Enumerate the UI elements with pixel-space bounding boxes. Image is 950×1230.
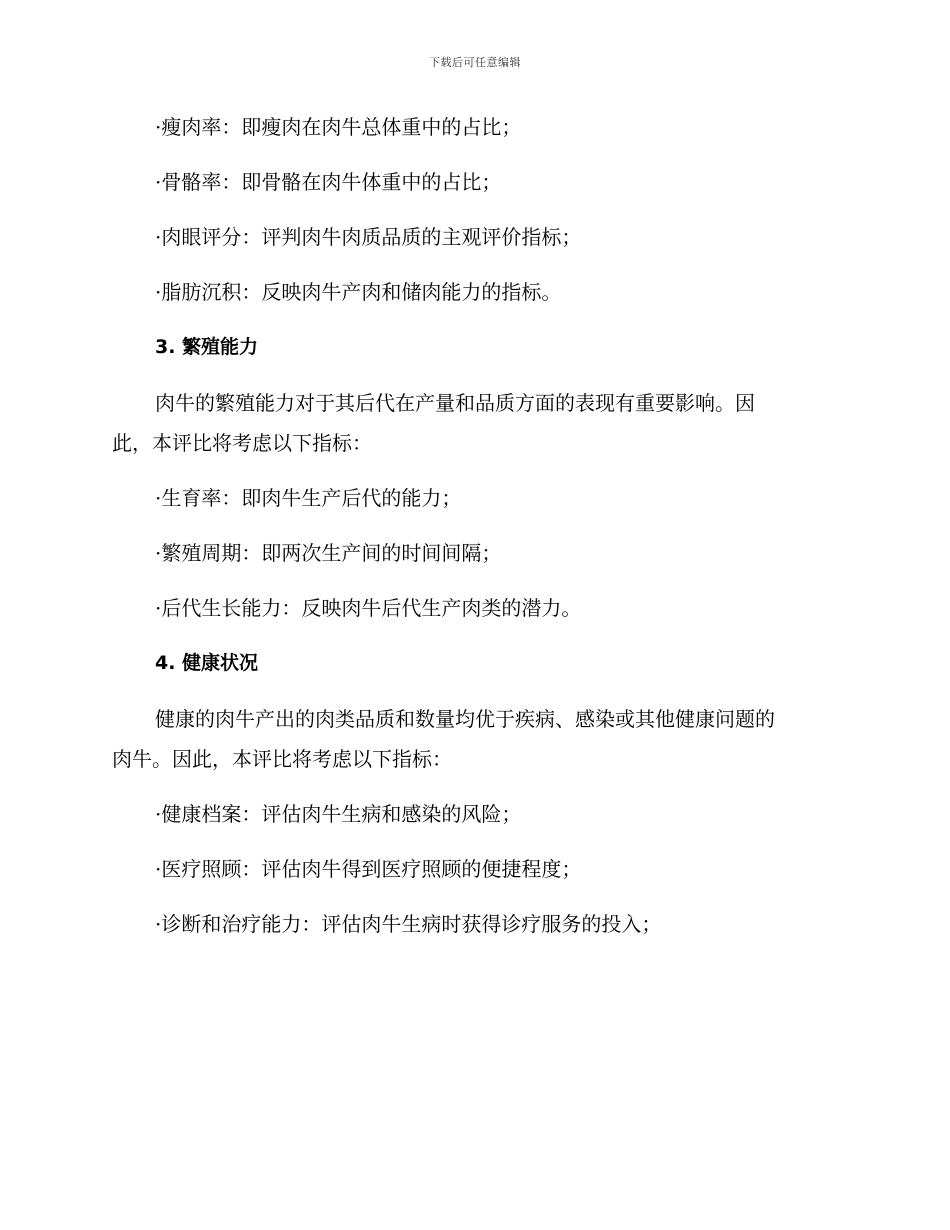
bullet-fertility-rate: ·生育率：即肉牛生产后代的能力； — [155, 486, 462, 510]
reproduction-paragraph-line-1: 肉牛的繁殖能力对于其后代在产量和品质方面的表现有重要影响。因 — [155, 391, 755, 415]
bullet-health-records: ·健康档案：评估肉牛生病和感染的风险； — [155, 802, 522, 826]
bullet-lean-meat-rate: ·瘦肉率：即瘦肉在肉牛总体重中的占比； — [155, 115, 522, 139]
health-paragraph-line-1: 健康的肉牛产出的肉类品质和数量均优于疾病、感染或其他健康问题的 — [155, 707, 775, 731]
bullet-breeding-cycle: ·繁殖周期：即两次生产间的时间间隔； — [155, 541, 502, 565]
section-heading-reproduction: 3. 繁殖能力 — [155, 336, 259, 358]
bullet-fat-deposition: ·脂肪沉积：反映肉牛产肉和储肉能力的指标。 — [155, 280, 562, 304]
bullet-medical-care: ·医疗照顾：评估肉牛得到医疗照顾的便捷程度； — [155, 857, 582, 881]
page-header-note: 下载后可任意编辑 — [429, 56, 521, 69]
bullet-offspring-growth: ·后代生长能力：反映肉牛后代生产肉类的潜力。 — [155, 596, 582, 620]
reproduction-paragraph-line-2: 此，本评比将考虑以下指标： — [112, 431, 372, 455]
bullet-bone-rate: ·骨骼率：即骨骼在肉牛体重中的占比； — [155, 170, 502, 194]
health-paragraph-line-2: 肉牛。因此，本评比将考虑以下指标： — [112, 747, 452, 771]
section-heading-health: 4. 健康状况 — [155, 652, 259, 674]
bullet-diagnosis-treatment: ·诊断和治疗能力：评估肉牛生病时获得诊疗服务的投入； — [155, 912, 662, 936]
bullet-visual-score: ·肉眼评分：评判肉牛肉质品质的主观评价指标； — [155, 225, 582, 249]
